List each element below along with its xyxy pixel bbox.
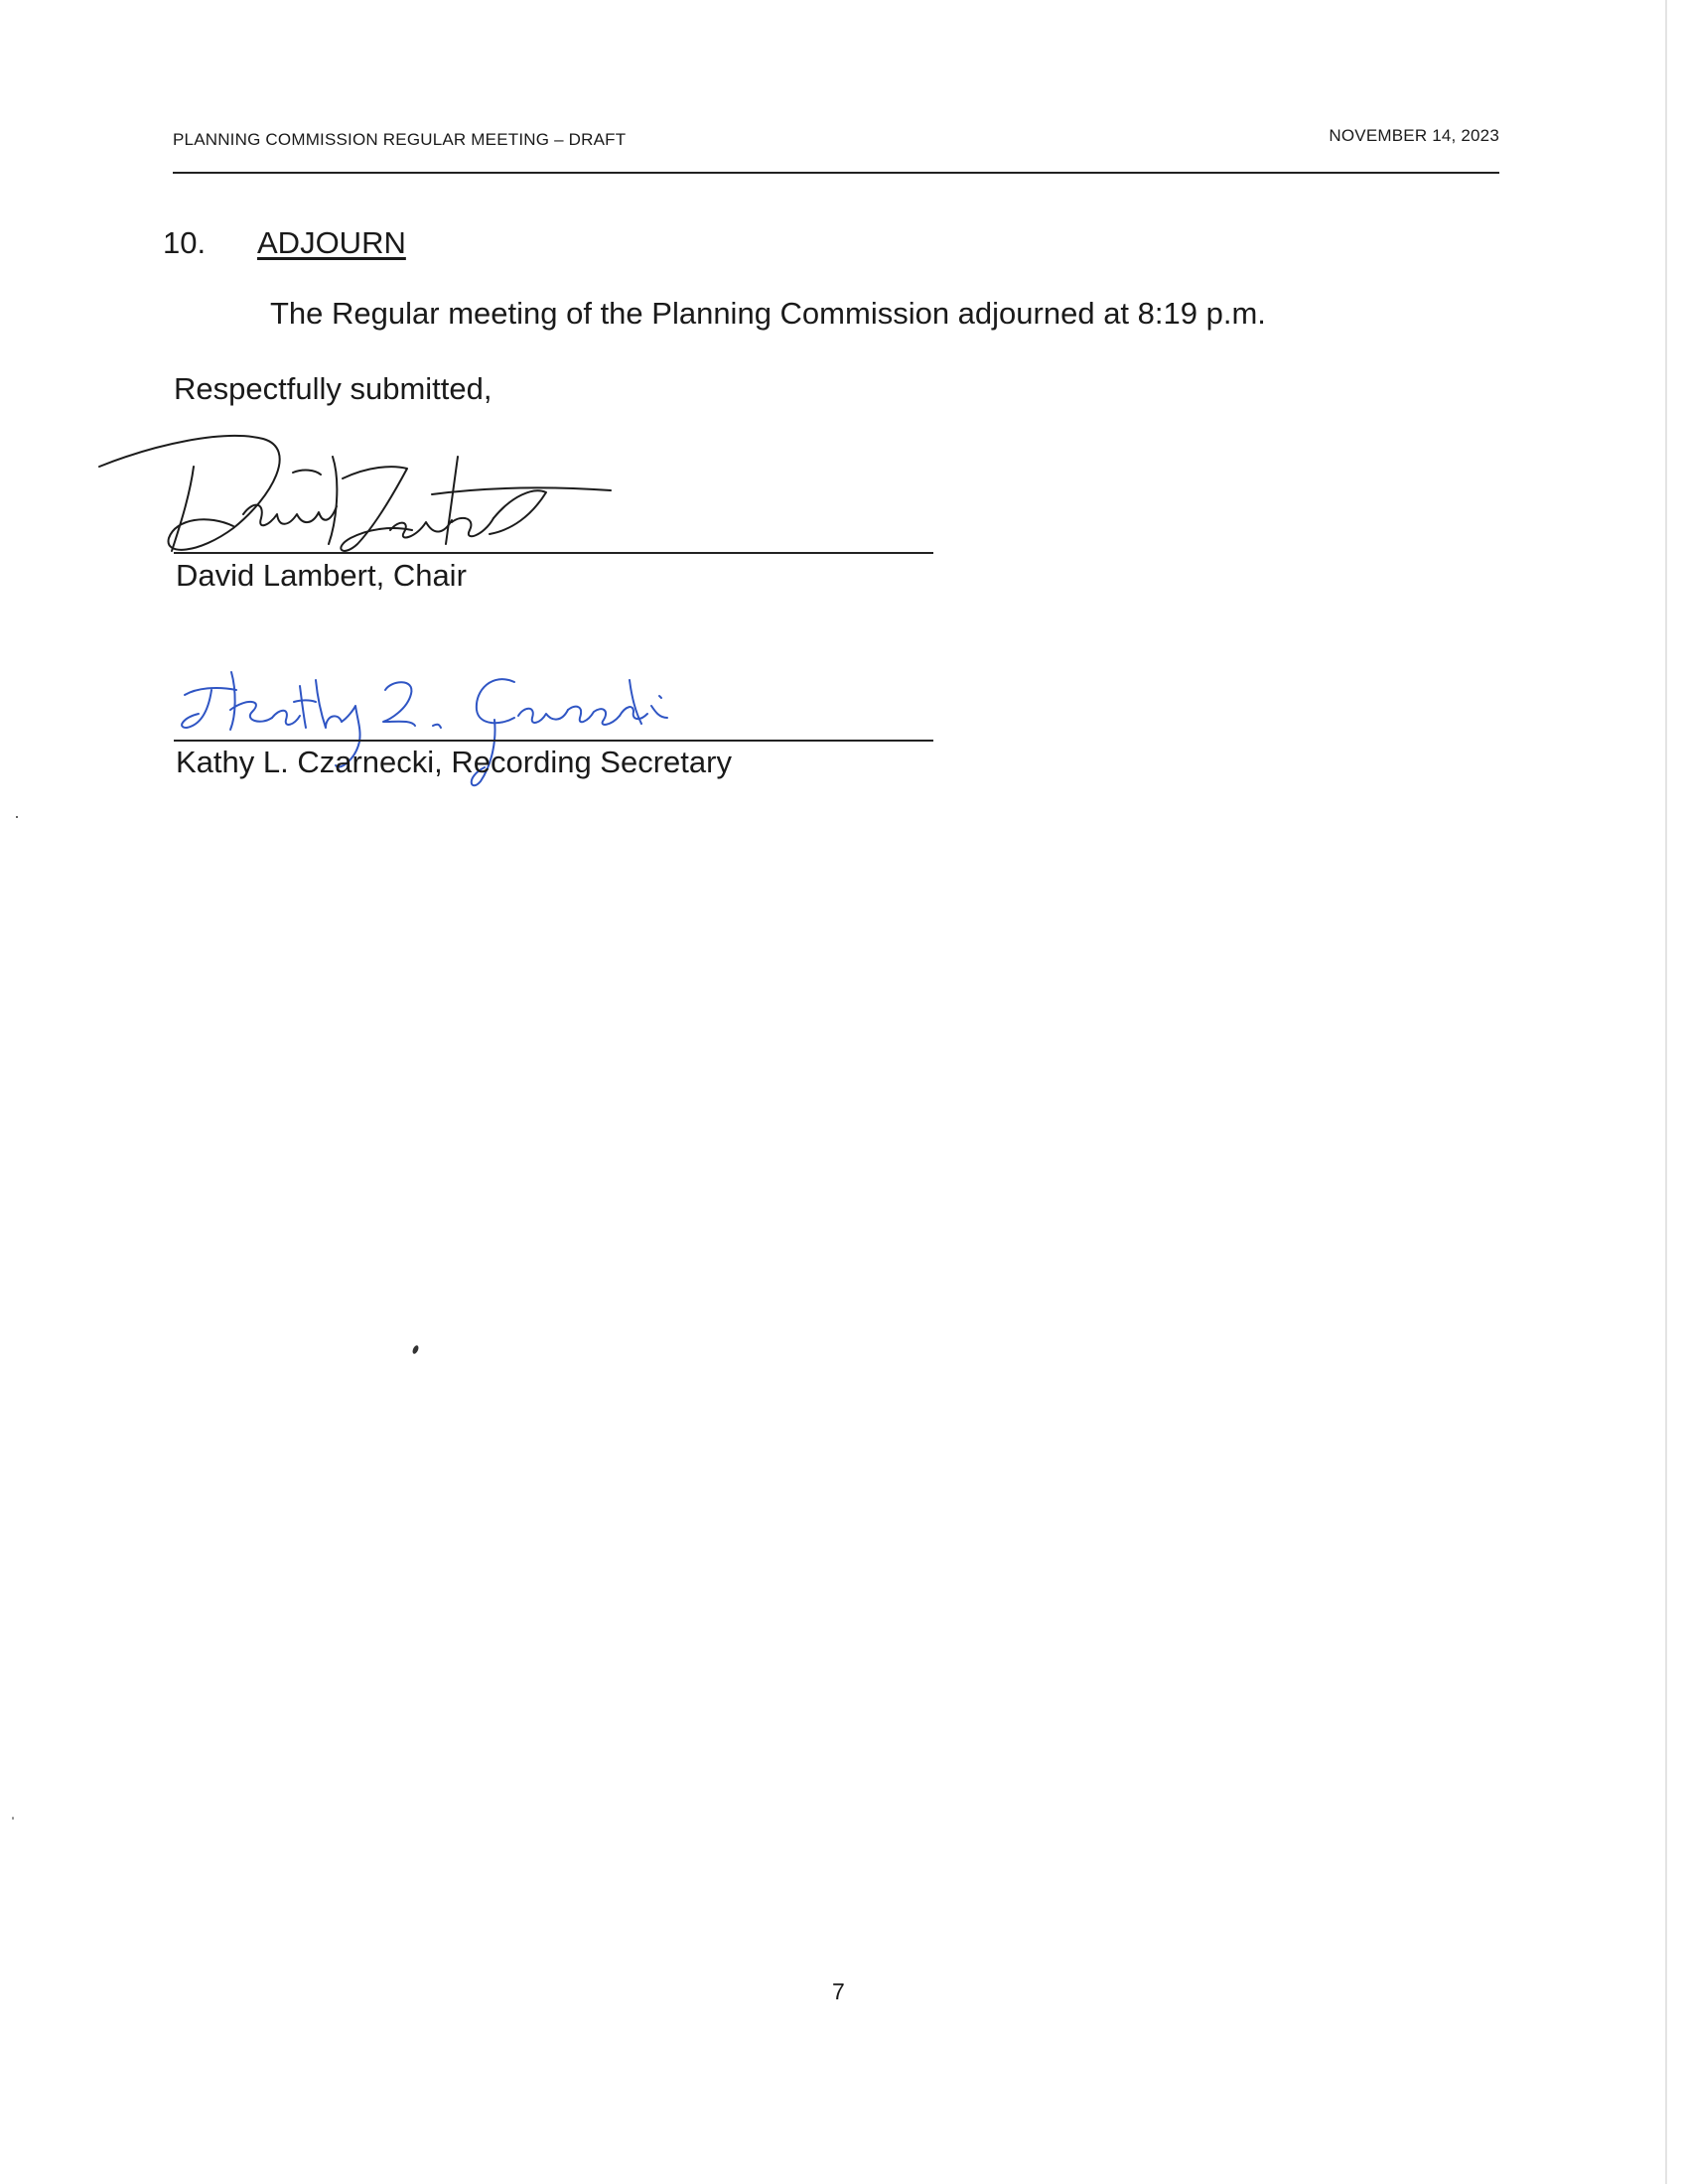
section-number: 10. [163, 225, 207, 260]
document-header-title: PLANNING COMMISSION REGULAR MEETING – DRAFT [173, 130, 627, 149]
chair-signature-caption: David Lambert, Chair [176, 558, 467, 593]
section-title: ADJOURN [257, 225, 406, 260]
secretary-signature-line [174, 740, 933, 742]
chair-signature-strokes [99, 436, 611, 551]
page-edge [1665, 0, 1667, 2184]
secretary-signature-caption: Kathy L. Czarnecki, Recording Secretary [176, 745, 732, 779]
header-divider [173, 172, 1499, 174]
scan-artifact [16, 816, 18, 818]
document-header-date: NOVEMBER 14, 2023 [1329, 126, 1499, 145]
closing-phrase: Respectfully submitted, [174, 371, 492, 406]
page-number: 7 [832, 1979, 845, 2004]
chair-signature-line [174, 552, 933, 554]
scan-artifact [12, 1817, 14, 1820]
chair-signature [94, 427, 631, 566]
adjournment-statement: The Regular meeting of the Planning Commission adjourned at 8:19 p.m. [270, 296, 1266, 331]
scan-artifact [411, 1344, 419, 1354]
